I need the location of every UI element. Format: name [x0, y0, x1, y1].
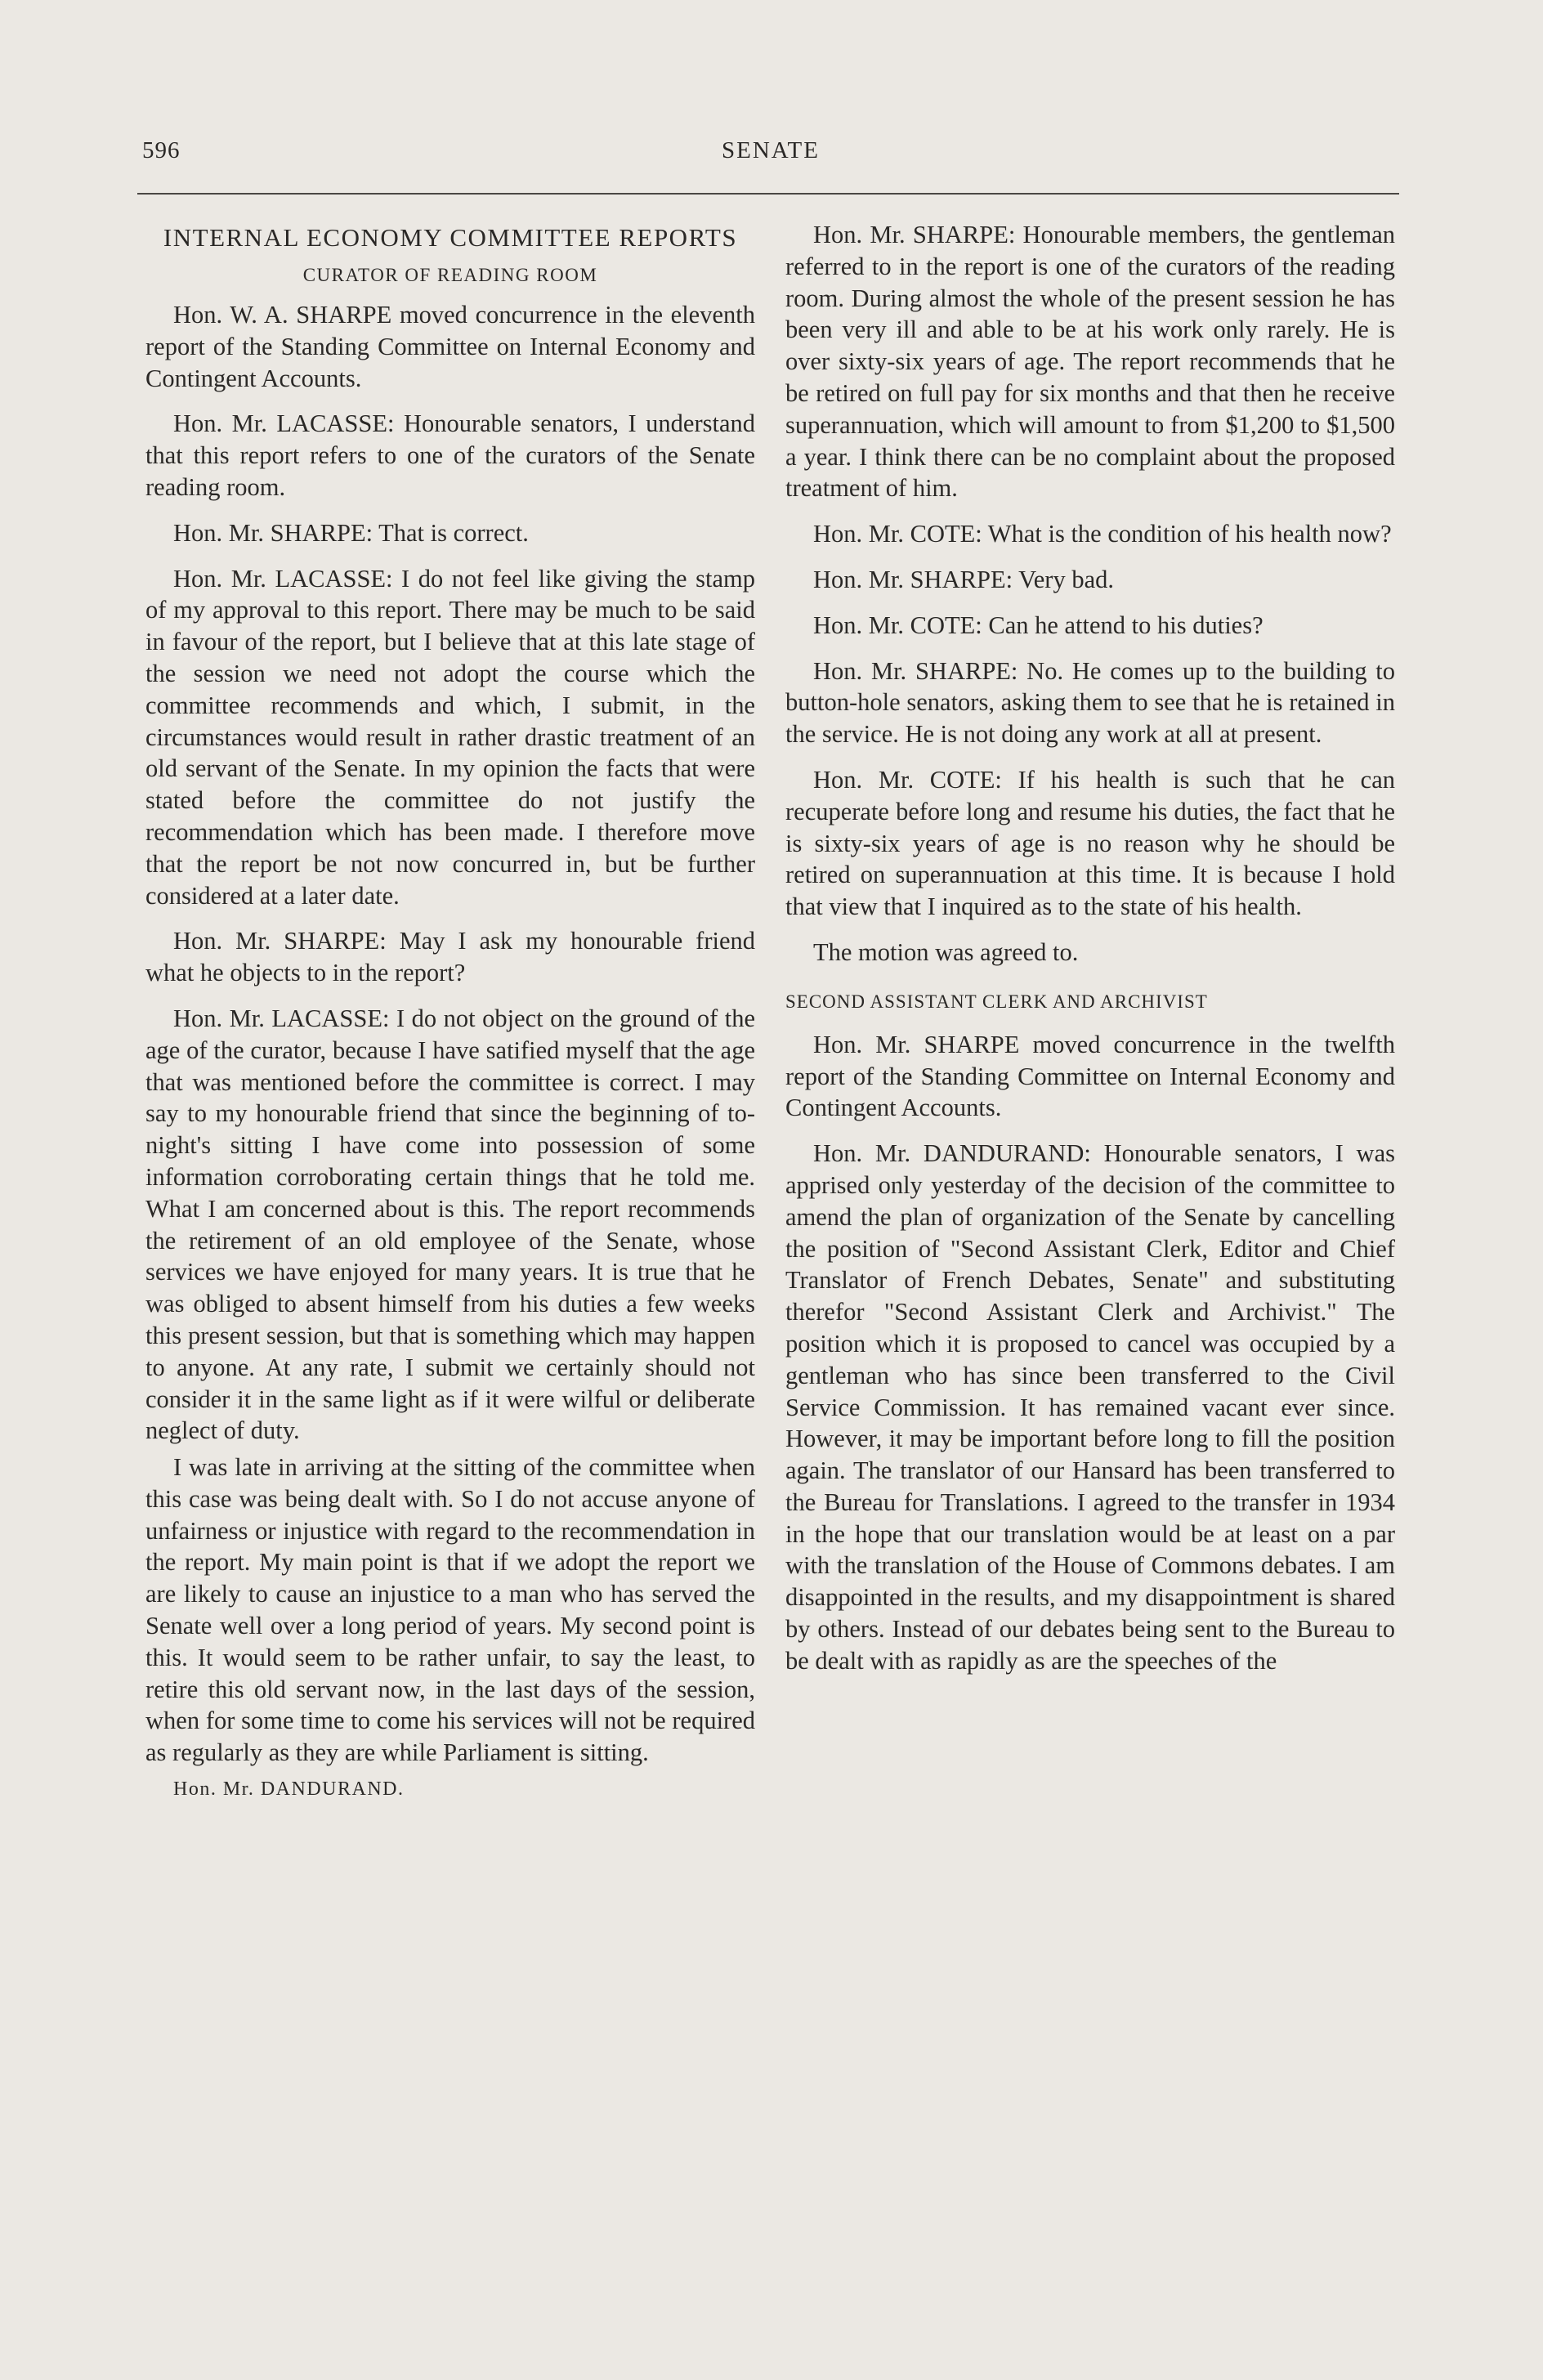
paragraph: Hon. Mr. SHARPE: May I ask my honourable friend what he objects to in the report?: [145, 927, 755, 987]
paragraph: Hon. Mr. COTE: Can he attend to his duties?: [813, 611, 1263, 639]
subsection-heading: SECOND ASSISTANT CLERK AND ARCHIVIST: [785, 991, 1208, 1012]
section-heading: INTERNAL ECONOMY COMMITTEE REPORTS: [163, 223, 738, 252]
header-rule: [137, 193, 1399, 195]
paragraph: I was late in arriving at the sitting of the committee when this case was being dealt with. So I do not accuse anyone of unfairness or injustice with regard to the recommendation in the report. My main point is that if we adopt the report we are likely to cause an injustice to a man who has served the Senate well over a long period of years. My second point is this. It would seem to be rather unfair, to say the least, to retire this old servant now, in the last days of the session, when for some time to come his services will not be required as regularly as they are while Parliament is sitting.: [145, 1453, 755, 1767]
paragraph: Hon. Mr. SHARPE: That is correct.: [173, 518, 529, 547]
running-head: [142, 137, 1399, 170]
paragraph: Hon. Mr. LACASSE: Honourable senators, I understand that this report refers to one of the curators of the Senate reading room.: [145, 409, 755, 501]
paragraph: The motion was agreed to.: [813, 937, 1079, 966]
paragraph: Hon. Mr. SHARPE moved concurrence in the twelfth report of the Standing Committee on Internal Economy and Contingent Accounts.: [785, 1030, 1395, 1122]
paragraph: Hon. Mr. COTE: If his health is such that he can recuperate before long and resume his duties, the fact that he is sixty-six years of age is no reason why he should be retired on superannuation at this time. It is because I hold that view that I inquired as to the state of his health.: [785, 765, 1395, 921]
paragraph: Hon. Mr. SHARPE: No. He comes up to the building to button-hole senators, asking them to see that he is retained in the service. He is not doing any work at all at present.: [785, 656, 1395, 749]
page-title: SENATE: [722, 137, 820, 163]
footer-speaker-line: Hon. Mr. DANDURAND.: [173, 1778, 405, 1801]
page-number: 596: [142, 137, 181, 163]
paragraph: Hon. Mr. SHARPE: Honourable members, the gentleman referred to in the report is one of the curators of the reading room. During almost the whole of the present session he has been very ill and able to be at his work only rarely. He is over sixty-six years of age. The report recommends that he be retired on full pay for six months and that then he receive superannuation, which will amount to from $1,200 to $1,500 a year. I think there can be no complaint about the proposed treatment of him.: [785, 221, 1395, 503]
subsection-heading: CURATOR OF READING ROOM: [302, 265, 598, 285]
right-column: [785, 219, 1395, 1691]
paragraph: Hon. Mr. DANDURAND: Honourable senators, I was apprised only yesterday of the decision of the committee to amend the plan of organization of the Senate by cancelling the position of "Second Assistant Clerk, Editor and Chief Translator of French Debates, Senate" and substituting therefor "Second Assistant Clerk and Archivist." The position which it is proposed to cancel was occupied by a gentleman who has since been transferred to the Civil Service Commission. It has remained vacant ever since. However, it may be important before long to fill the position again. The translator of our Hansard has been transferred to the Bureau for Translations. I agreed to the transfer in 1934 in the hope that our translation would be at least on a par with the translation of the House of Commons debates. I am disappointed in the results, and my disappointment is shared by others. Instead of our debates being sent to the Bureau to be dealt with as rapidly as are the speeches of the: [785, 1139, 1395, 1675]
paragraph: Hon. Mr. LACASSE: I do not feel like giving the stamp of my approval to this report. There may be much to be said in favour of the report, but I believe that at this late stage of the session we need not adopt the course which the committee recommends and which, I submit, in the circumstances would result in rather drastic treatment of an old servant of the Senate. In my opinion the facts that were stated before the committee do not justify the recommendation which has been made. I therefore move that the report be not now concurred in, but be further considered at a later date.: [145, 564, 755, 910]
left-column: [145, 219, 755, 1819]
paragraph: Hon. W. A. SHARPE moved concurrence in the eleventh report of the Standing Committee on Internal Economy and Contingent Accounts.: [145, 301, 755, 392]
paragraph: Hon. Mr. LACASSE: I do not object on the ground of the age of the curator, because I have satified myself that the age that was mentioned before the committee is correct. I may say to my honourable friend that since the beginning of to-night's sitting I have come into possession of some information corroborating certain things that he told me. What I am concerned about is this. The report recommends the retirement of an old employee of the Senate, whose services we have enjoyed for many years. It is true that he was obliged to absent himself from his duties a few weeks this present session, but that is something which may happen to anyone. At any rate, I submit we certainly should not consider it in the same light as if it were wilful or deliberate neglect of duty.: [145, 1004, 755, 1445]
paragraph: Hon. Mr. COTE: What is the condition of his health now?: [813, 520, 1392, 548]
paragraph: Hon. Mr. SHARPE: Very bad.: [813, 565, 1114, 593]
